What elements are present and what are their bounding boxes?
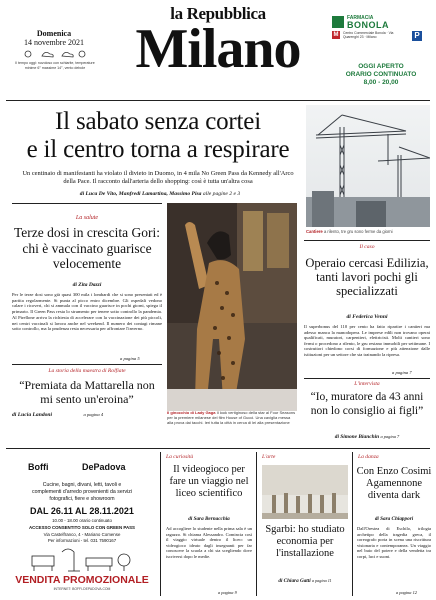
salute-pageref: a pagina 5 (120, 356, 140, 361)
edition-day: Domenica (36, 29, 72, 38)
lavoro-text: Il superbonus del 110 per cento ha fatto ripartire i cantieri ma adesso manca la manodopera. Le imprese edili non trovano operai qualificati, muratori, carpentieri, elettricisti. Molti cantieri sono fermi o procedono a rilento, le gru restano immobili per settimane. I costruttori chiedono corsi di formazione e più attenzione dalle istituzioni per un settore che sta trainando la ripresa. (304, 324, 430, 357)
right-rule-1 (304, 240, 430, 241)
intervista-pageref: a pagina 7 (380, 434, 400, 439)
salute-byline: di Zita Dazzi (72, 282, 102, 288)
boffi-brand: Boffi (28, 462, 49, 472)
edition-date: 14 novembre 2021 (24, 38, 84, 47)
gaga-photo (167, 203, 297, 411)
pharmacy-hours: 8,00 - 20,00 (363, 79, 399, 86)
boffi-dates: DAL 26.11 AL 28.11.2021 (30, 506, 134, 516)
furniture-illustration (28, 546, 136, 572)
arte-photo (262, 465, 348, 519)
arte-headline: Sgarbi: ho studiato economia per l'installazione (265, 524, 345, 559)
left-mid-rule (12, 364, 162, 365)
lead-byline-row (30, 191, 290, 197)
boffi-ad (8, 452, 156, 596)
pharmacy-ad (332, 16, 430, 96)
pharmacy-brand-top: FARMACIA (347, 15, 374, 21)
arte-pageref: a pagina 11 (311, 578, 332, 583)
boffi-address: Via Castelfranco, 4 - Mariano Comense (43, 532, 121, 537)
storia-byline-row (12, 412, 162, 418)
curiosita-text: Ad accogliere lo studente nella prima sala è un ragazzo. Si chiama Alessandro. Comincia così il viaggio virtuale dentro il liceo: un videogioco ideato dagli insegnanti per far conoscere la scuola a chi sta scegliendo dove iscriversi dopo le medie. (166, 526, 252, 559)
boffi-phone: Per informazioni - tel. 031 7590167 (47, 538, 117, 543)
pharmacy-logo (332, 16, 344, 28)
paper-name: la Repubblica (170, 4, 266, 23)
right-rule-2 (304, 378, 430, 379)
danza-headline: Con Enzo Cosimi Agamennone diventa dark (356, 466, 432, 501)
masthead (0, 0, 436, 100)
boffi-line-3: fotografici, fiere e showroom (49, 496, 115, 502)
pharmacy-open: OGGI APERTO (358, 63, 404, 70)
gaga-caption-text: Il look vertiginoso della star al Four Seasons per la premiere milanese del film House of Gucci. Una caviglia messa alla prova dai tacchi. Ieri tutta la città in cerca di lei alla presentazione (167, 410, 296, 425)
pharmacy-brand: BONOLA (347, 20, 389, 30)
lead-headline-2: e il centro torna a respirare (26, 136, 290, 163)
edition-title: Milano (135, 18, 301, 80)
lavoro-byline: di Federica Venni (346, 314, 388, 320)
curiosita-kicker: La curiosità (166, 454, 194, 460)
parking-icon: P (412, 31, 422, 41)
storia-byline: di Lucia Landoni (12, 412, 53, 418)
boffi-details: INTERNET: BOFFI-DEPADOVA.COM (53, 587, 111, 591)
salute-kicker: La salute (75, 215, 99, 221)
danza-text: Dall'Orestea di Eschilo, trilogia archetipo della tragedia greca, il coreografo porta in scena una riscrittura visionaria e contemporanea. Un viaggio nel buio del potere e della vendetta tra corpi, luci e suoni. (357, 526, 431, 559)
danza-pageref: a pagina 12 (396, 590, 417, 595)
metro-icon: M (333, 32, 339, 38)
lavoro-headline: Operaio cercasi Edilizia, tanti lavori pochi gli specializzati (305, 256, 429, 298)
lead-standfirst: Un centinaio di manifestanti ha violato il divieto in Duomo, in 4 mila No Green Pass da Kennedy all'Arco della Pace. Il racconto dall'arteria dello shopping: così è tutta un'altra cosa (22, 170, 294, 185)
boffi-hours: 10.00 - 18.00 orario continuato (52, 518, 112, 523)
gaga-caption (167, 411, 297, 426)
danza-byline: di Sara Chiappori (374, 516, 414, 522)
boffi-line-2: complementi d'arredo provenienti da servizi (32, 489, 132, 495)
curiosita-pageref: a pagina 9 (218, 590, 237, 595)
bottom-rule (6, 448, 430, 449)
crane-caption (306, 229, 430, 235)
arte-kicker: L'arte (262, 454, 276, 460)
salute-text: Per le terze dosi sono già quasi 300 mila i lombardi che si sono presentati ed è partita regolarmente. Si punta al picco entro dicembre. Gli ospedali vedono calare i ricoveri, chi si ammala con il vaccino guarisce in pochi giorni, spiega il primario. Il Green Pass resta lo strumento per tenere sotto controllo la pandemia. Al Pirellone arriva la richiesta di accelerare con la vaccinazione dei più piccoli, nei centri vaccinali si lavora anche nel weekend. Il numero dei contagi rimane sotto controllo, ma la prudenza resta necessaria per affrontare l'inverno. (12, 292, 162, 332)
crane-photo (306, 105, 430, 227)
danza-kicker: La danza (358, 454, 379, 460)
pharmacy-address: Centro Commerciale Bonola · Via Quarenghi 23 · Milano (343, 31, 394, 40)
lead-headline-1: Il sabato senza cortei (55, 108, 261, 135)
lead-byline: di Luca De Vito, Manfredi Lamartina, Massimo Pisa (79, 191, 202, 197)
intervista-byline-row (304, 434, 430, 440)
lead-pageref: alle pagine 2 e 3 (202, 191, 241, 197)
intervista-kicker: L'intervista (354, 381, 380, 387)
lavoro-pageref: a pagina 7 (392, 370, 412, 375)
weather-text: Il tempo oggi: nuvoloso con schiarite, temperature minime 6° massime 14°, vento debole (15, 61, 95, 70)
boffi-access: ACCESSO CONSENTITO SOLO CON GREEN PASS (29, 525, 135, 530)
crane-caption-text: a rilento, tre gru sono ferme da giorni (323, 229, 393, 234)
boffi-line-1: Cucine, bagni, divani, letti, tavoli e (42, 482, 122, 488)
storia-kicker: La storia della maestra di Rolfiate (48, 368, 126, 374)
crane-caption-bold: Cantiere (306, 229, 323, 234)
curiosita-headline: Il videogioco per fare un viaggio nel liceo scientifico (169, 464, 249, 499)
left-top-rule (12, 203, 162, 204)
col-sep-2 (256, 452, 257, 596)
intervista-headline: “Io, muratore da 43 anni non lo consiglio ai figli” (310, 391, 424, 417)
gaga-caption-bold: Il ginocchio di Lady Gaga (167, 410, 216, 415)
weather-icons (20, 49, 90, 59)
salute-headline: Terze dosi in crescita Gori: chi è vaccinato guarisce velocemente (14, 225, 160, 271)
lavoro-kicker: Il caso (359, 244, 375, 250)
intervista-byline: di Simone Bianchin (334, 434, 380, 440)
curiosita-byline: di Sara Bernacchia (188, 516, 230, 522)
arte-byline-row (262, 578, 348, 584)
boffi-sale: VENDITA PROMOZIONALE (15, 574, 149, 586)
col-sep-3 (352, 452, 353, 596)
masthead-rule (6, 100, 430, 101)
depadova-brand: DePadova (82, 462, 126, 472)
arte-byline: di Chiara Gatti (278, 578, 311, 584)
pharmacy-orario: ORARIO CONTINUATO (345, 71, 417, 78)
storia-headline: “Premiata da Mattarella non mi sento un'eroina” (19, 378, 155, 406)
col-sep-1 (160, 452, 161, 596)
storia-pageref: a pagina 4 (83, 412, 104, 417)
